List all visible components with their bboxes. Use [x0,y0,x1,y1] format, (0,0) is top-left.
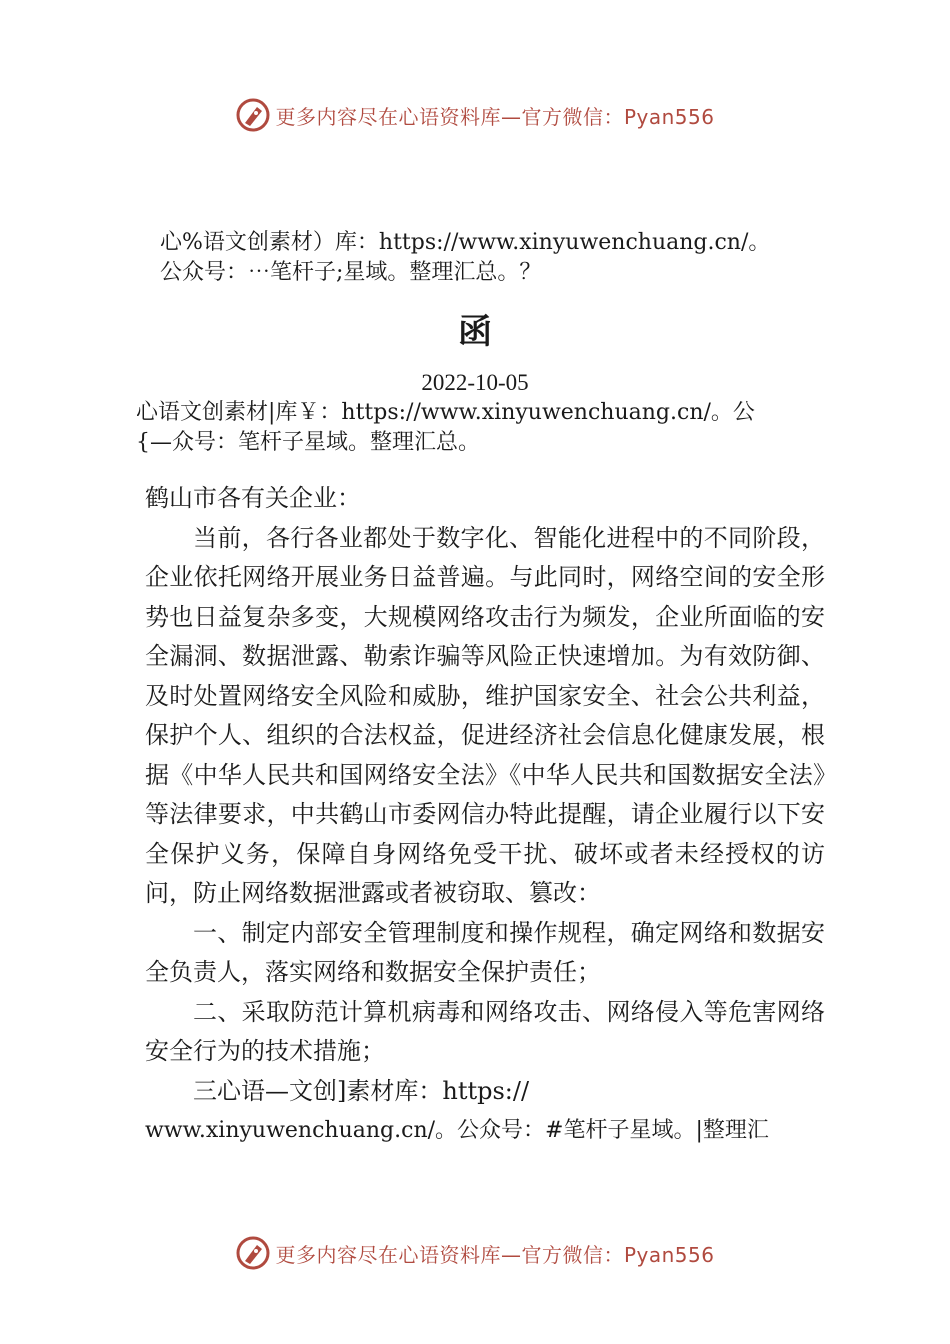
paragraph-intro: 当前，各行各业都处于数字化、智能化进程中的不同阶段，企业依托网络开展业务日益普遍。与此同时，网络空间的安全形势也日益复杂多变，大规模网络攻击行为频发，企业所面临的安全漏洞、数据泄露、勒索诈骗等风险正快速增加。为有效防御、及时处置网络安全风险和威胁，维护国家安全、社会公共利益，保护个人、组织的合法权益，促进经济社会信息化健康发展，根据《中华人民共和国网络安全法》《中华人民共和国数据安全法》等法律要求，中共鹤山市委网信办特此提醒，请企业履行以下安全保护义务，保障自身网络免受干扰、破坏或者未经授权的访问，防止网络数据泄露或者被窃取、篡改： [145,523,825,907]
letter-body [145,479,825,1151]
sub-line-1: 心语文创素材|库￥：https://www.xinyuwenchuang.cn/。公 [136,400,755,425]
paragraph-item-1: 一、制定内部安全管理制度和操作规程，确定网络和数据安全负责人，落实网络和数据安全保护责任； [145,918,825,986]
salutation: 鹤山市各有关企业： [145,484,361,512]
header-line-2: 公众号：⋯笔杆子;星域。整理汇总。？ [160,260,542,285]
banner-text-bottom: 更多内容尽在心语资料库—官方微信：Pyan556 [275,1242,715,1267]
header-line-1: 心%语文创素材）库：https://www.xinyuwenchuang.cn/。 [160,230,771,255]
pen-nib-seal-icon [235,97,271,133]
paragraph-item-2: 二、采取防范计算机病毒和网络攻击、网络侵入等危害网络安全行为的技术措施； [145,997,825,1065]
document-title: 函 [458,312,492,352]
document-date: 2022-10-05 [421,370,529,395]
top-banner [0,95,950,135]
paragraph-item-3-line-1: 三心语—文创]素材库：https:// [193,1076,530,1105]
sub-line-2: {—众号：笔杆子星域。整理汇总。 [136,430,480,455]
bottom-banner [0,1233,950,1273]
banner-text: 更多内容尽在心语资料库—官方微信：Pyan556 [275,104,715,129]
paragraph-item-3-line-2: www.xinyuwenchuang.cn/。公众号：#笔杆子星域。|整理汇 [145,1118,769,1143]
pen-nib-seal-icon [235,1235,271,1271]
